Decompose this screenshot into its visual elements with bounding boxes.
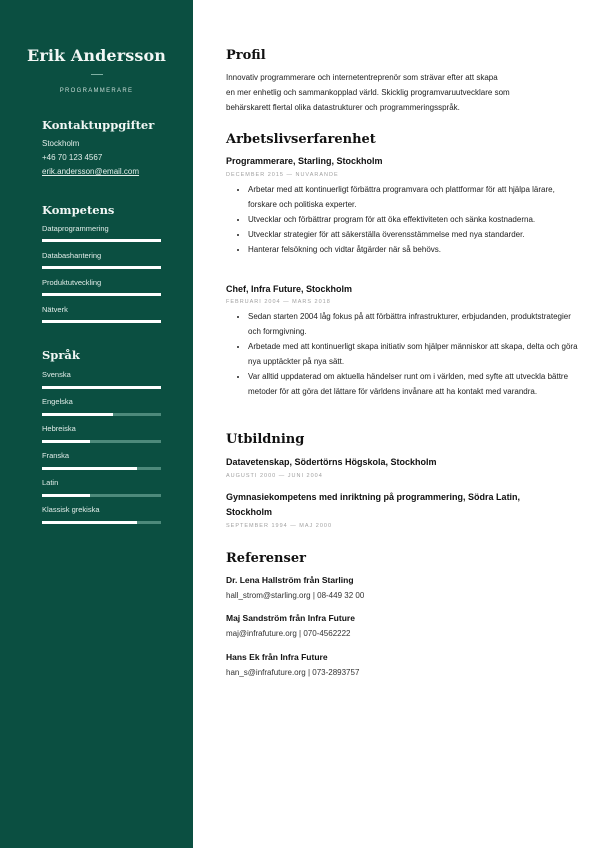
job-bullets: [236, 309, 578, 399]
language-bar-fill: [42, 386, 161, 389]
candidate-name: Erik Andersson: [27, 46, 166, 65]
language-label: Klassisk grekiska: [42, 505, 100, 514]
job-dates: DECEMBER 2015 — NUVARANDE: [226, 172, 339, 178]
profile-text: [226, 70, 576, 115]
skill-bar-fill: [42, 266, 161, 269]
language-bar-fill: [42, 440, 90, 443]
experience-heading: Arbetslivserfarenhet: [226, 132, 376, 147]
reference-name: Hans Ek från Infra Future: [226, 652, 328, 662]
language-bar: [42, 386, 161, 389]
education-title: Datavetenskap, Södertörns Högskola, Stockholm: [226, 457, 437, 467]
education-heading: Utbildning: [226, 432, 305, 447]
education-title: Gymnasiekompetens med inriktning på programmering, Södra Latin,: [226, 492, 521, 502]
job-title: Chef, Infra Future, Stockholm: [226, 284, 353, 294]
reference-name: Dr. Lena Hallström från Starling: [226, 575, 354, 585]
job-bullet: • Var alltid uppdaterad om aktuella händelser runt om i världen, med syfte att utveckla bättre metoder för att göra det lättare för världens invånare att ha kontakt med varandra.: [248, 369, 578, 399]
contact-city: Stockholm: [42, 139, 80, 148]
language-label: Hebreiska: [42, 424, 76, 433]
education-dates: AUGUSTI 2000 — JUNI 2004: [226, 473, 323, 479]
reference-contact[interactable]: han_s@infrafuture.org | 073-2893757: [226, 668, 360, 677]
job-bullet: • Utvecklar strategier för att säkerställa överensstämmelse med nya standarder.: [248, 227, 578, 242]
job-bullet: • Arbetade med att kontinuerligt skapa initiativ som hjälper människor att skapa, delta och göra nya upptäckter på nya sätt.: [248, 339, 578, 369]
language-bar: [42, 440, 161, 443]
language-bar: [42, 521, 161, 524]
education-dates: SEPTEMBER 1994 — MAJ 2000: [226, 523, 333, 529]
skill-label: Nätverk: [42, 305, 68, 314]
job-dates: FEBRUARI 2004 — MARS 2018: [226, 299, 331, 305]
contact-phone[interactable]: +46 70 123 4567: [42, 153, 103, 162]
languages-heading: Språk: [42, 348, 80, 362]
language-bar: [42, 413, 161, 416]
language-label: Franska: [42, 451, 70, 460]
skill-bar-fill: [42, 239, 161, 242]
language-label: Svenska: [42, 370, 71, 379]
profile-line: en mer enhetlig och sammankopplad värld. Skicklig programvaruutvecklare som: [226, 88, 510, 97]
language-bar: [42, 467, 161, 470]
job-bullet: • Utvecklar och förbättrar program för att öka effektiviteten och sänka kostnaderna.: [248, 212, 578, 227]
reference-contact[interactable]: hall_strom@starling.org | 08-449 32 00: [226, 591, 365, 600]
references-heading: Referenser: [226, 551, 306, 566]
education-title-cont: Stockholm: [226, 507, 273, 517]
job-bullet: • Arbetar med att kontinuerligt förbättra programvara och plattformar för att hjälpa lärare, forskare och politiska experter.: [248, 182, 578, 212]
skill-bar: [42, 239, 161, 242]
skill-bar: [42, 320, 161, 323]
language-bar-fill: [42, 494, 90, 497]
skill-bar-fill: [42, 293, 161, 296]
skill-label: Databashantering: [42, 251, 102, 260]
profile-heading: Profil: [226, 48, 266, 63]
profile-line: Innovativ programmerare och internetentreprenör som strävar efter att skapa: [226, 73, 498, 82]
language-bar-fill: [42, 413, 113, 416]
skill-bar-fill: [42, 320, 161, 323]
candidate-job-title: PROGRAMMERARE: [59, 88, 134, 94]
job-bullet: • Hanterar felsökning och vidtar åtgärder när så behövs.: [248, 242, 578, 257]
sidebar: [0, 0, 193, 848]
language-bar-fill: [42, 521, 137, 524]
language-label: Engelska: [42, 397, 73, 406]
skill-label: Dataprogrammering: [42, 224, 109, 233]
name-divider: [91, 74, 103, 75]
contact-email-link[interactable]: erik.andersson@email.com: [42, 167, 140, 176]
reference-contact[interactable]: maj@infrafuture.org | 070-4562222: [226, 629, 351, 638]
skill-label: Produktutveckling: [42, 278, 102, 287]
job-bullet: • Sedan starten 2004 låg fokus på att förbättra infrastrukturer, erbjudanden, produktstrategier och formgivning.: [248, 309, 578, 339]
reference-name: Maj Sandström från Infra Future: [226, 613, 355, 623]
skills-heading: Kompetens: [42, 203, 115, 217]
job-title: Programmerare, Starling, Stockholm: [226, 156, 383, 166]
language-label: Latin: [42, 478, 59, 487]
job-bullets: [236, 182, 578, 257]
language-bar: [42, 494, 161, 497]
contact-heading: Kontaktuppgifter: [42, 118, 155, 132]
profile-line: behärskarett flertal olika datastrukturer och programmeringsspråk.: [226, 103, 460, 112]
skill-bar: [42, 266, 161, 269]
language-bar-fill: [42, 467, 137, 470]
skill-bar: [42, 293, 161, 296]
